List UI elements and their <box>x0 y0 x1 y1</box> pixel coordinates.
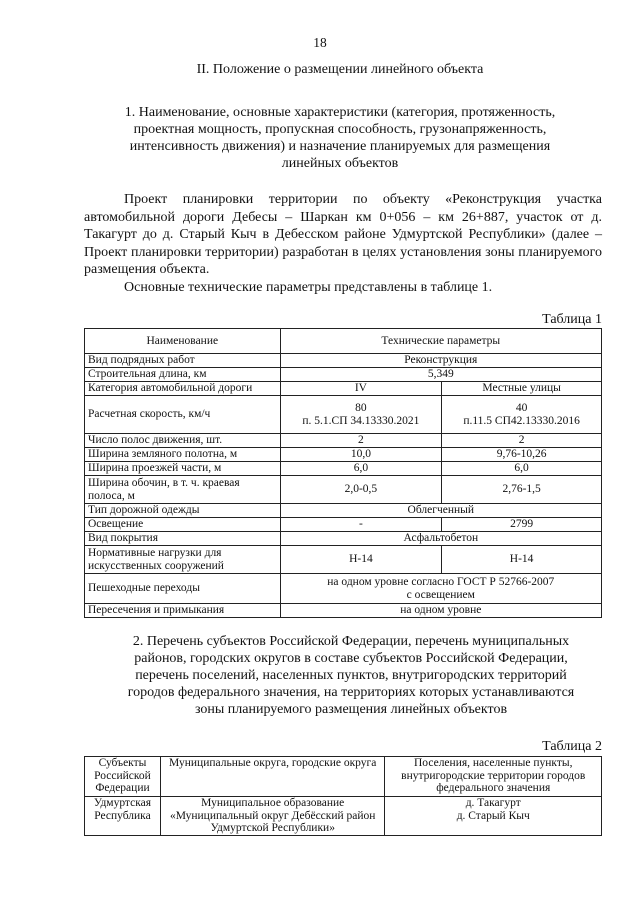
subsection-1-title: 1. Наименование, основные характеристики (категория, протяженность, проектная мощность, пропускная способность, грузонапряженность, интенсивность движения) и назначение планируемых для размещения линейных объектов <box>124 105 556 171</box>
row-value: Реконструкция <box>280 354 601 368</box>
row-value-2: 40 п.11.5 СП42.13330.2016 <box>442 396 602 434</box>
cell-municipal: Муниципальное образование «Муниципальный округ Дебёсский район Удмуртской Республики» <box>160 797 385 836</box>
row-value-1: IV <box>280 382 442 396</box>
row-value-2: 6,0 <box>442 462 602 476</box>
row-label: Освещение <box>85 518 281 532</box>
row-value: на одном уровне согласно ГОСТ Р 52766-2007 с освещением <box>280 574 601 604</box>
row-label: Пересечения и примыкания <box>85 604 281 618</box>
table-row <box>85 434 602 448</box>
row-value-1: - <box>280 518 442 532</box>
row-label: Расчетная скорость, км/ч <box>85 396 281 434</box>
row-value: 5,349 <box>280 368 601 382</box>
row-value-2: Н-14 <box>442 546 602 574</box>
table-row <box>85 354 602 368</box>
table-row <box>85 462 602 476</box>
table-row <box>85 518 602 532</box>
row-label: Ширина обочин, в т. ч. краевая полоса, м <box>85 476 281 504</box>
table-header-row <box>85 329 602 354</box>
row-value-2: 2799 <box>442 518 602 532</box>
subsection-2-title: 2. Перечень субъектов Российской Федерации, перечень муниципальных районов, городских округов в составе субъектов Российской Федерации, перечень поселений, населенных пунктов, внутригородских территорий городов федерального значения, на территориях которых устанавливаются зоны планируемого размещения линейных объектов <box>127 634 575 717</box>
row-value-1: 6,0 <box>280 462 442 476</box>
row-label: Вид подрядных работ <box>85 354 281 368</box>
table-row <box>85 797 602 836</box>
table-row <box>85 476 602 504</box>
row-label: Нормативные нагрузки для искусственных сооружений <box>85 546 281 574</box>
row-value-2: 9,76-10,26 <box>442 448 602 462</box>
row-label: Число полос движения, шт. <box>85 434 281 448</box>
table-row <box>85 574 602 604</box>
row-label: Категория автомобильной дороги <box>85 382 281 396</box>
table-row <box>85 368 602 382</box>
row-value-2: Местные улицы <box>442 382 602 396</box>
table-row <box>85 396 602 434</box>
row-value-2: 2 <box>442 434 602 448</box>
row-label: Ширина земляного полотна, м <box>85 448 281 462</box>
row-value: на одном уровне <box>280 604 601 618</box>
row-value-1: 10,0 <box>280 448 442 462</box>
table-row <box>85 504 602 518</box>
table-row <box>85 604 602 618</box>
intro-paragraphs <box>84 191 602 296</box>
table-row <box>85 532 602 546</box>
row-value-2: 2,76-1,5 <box>442 476 602 504</box>
header-municipal: Муниципальные округа, городские округа <box>160 757 385 797</box>
row-label: Строительная длина, км <box>85 368 281 382</box>
header-subjects: Субъекты Российской Федерации <box>85 757 161 797</box>
row-value-1: 2,0-0,5 <box>280 476 442 504</box>
header-name: Наименование <box>85 329 281 354</box>
row-value-1: 2 <box>280 434 442 448</box>
row-label: Вид покрытия <box>85 532 281 546</box>
table-1 <box>84 328 602 618</box>
page-number: 18 <box>313 35 327 50</box>
table-2 <box>84 756 602 836</box>
row-value-1: 80 п. 5.1.СП 34.13330.2021 <box>280 396 442 434</box>
cell-subject: Удмуртская Республика <box>85 797 161 836</box>
row-label: Ширина проезжей части, м <box>85 462 281 476</box>
cell-settlements: д. Такагурт д. Старый Кыч <box>385 797 602 836</box>
section-title: II. Положение о размещении линейного объекта <box>196 62 484 77</box>
paragraph-2: Основные технические параметры представлены в таблице 1. <box>124 279 493 295</box>
row-value-1: Н-14 <box>280 546 442 574</box>
table-row <box>85 382 602 396</box>
row-label: Тип дорожной одежды <box>85 504 281 518</box>
table-row <box>85 546 602 574</box>
row-label: Пешеходные переходы <box>85 574 281 604</box>
table-row <box>85 448 602 462</box>
table2-header-row <box>85 757 602 797</box>
paragraph-1: Проект планировки территории по объекту «Реконструкция участка автомобильной дороги Дебесы – Шаркан км 0+056 – км 26+887, участок от д. Такагурт до д. Старый Кыч в Дебесском районе Удмуртской Республики» (далее – Проект планировки территории) разработан в целях установления зоны планируемого размещения объекта. <box>84 192 602 277</box>
table2-caption: Таблица 2 <box>542 739 602 754</box>
header-params: Технические параметры <box>280 329 601 354</box>
row-value: Асфальтобетон <box>280 532 601 546</box>
row-value: Облегченный <box>280 504 601 518</box>
table1-caption: Таблица 1 <box>542 312 602 327</box>
header-settlements: Поселения, населенные пункты, внутригородские территории городов федерального значения <box>385 757 602 797</box>
